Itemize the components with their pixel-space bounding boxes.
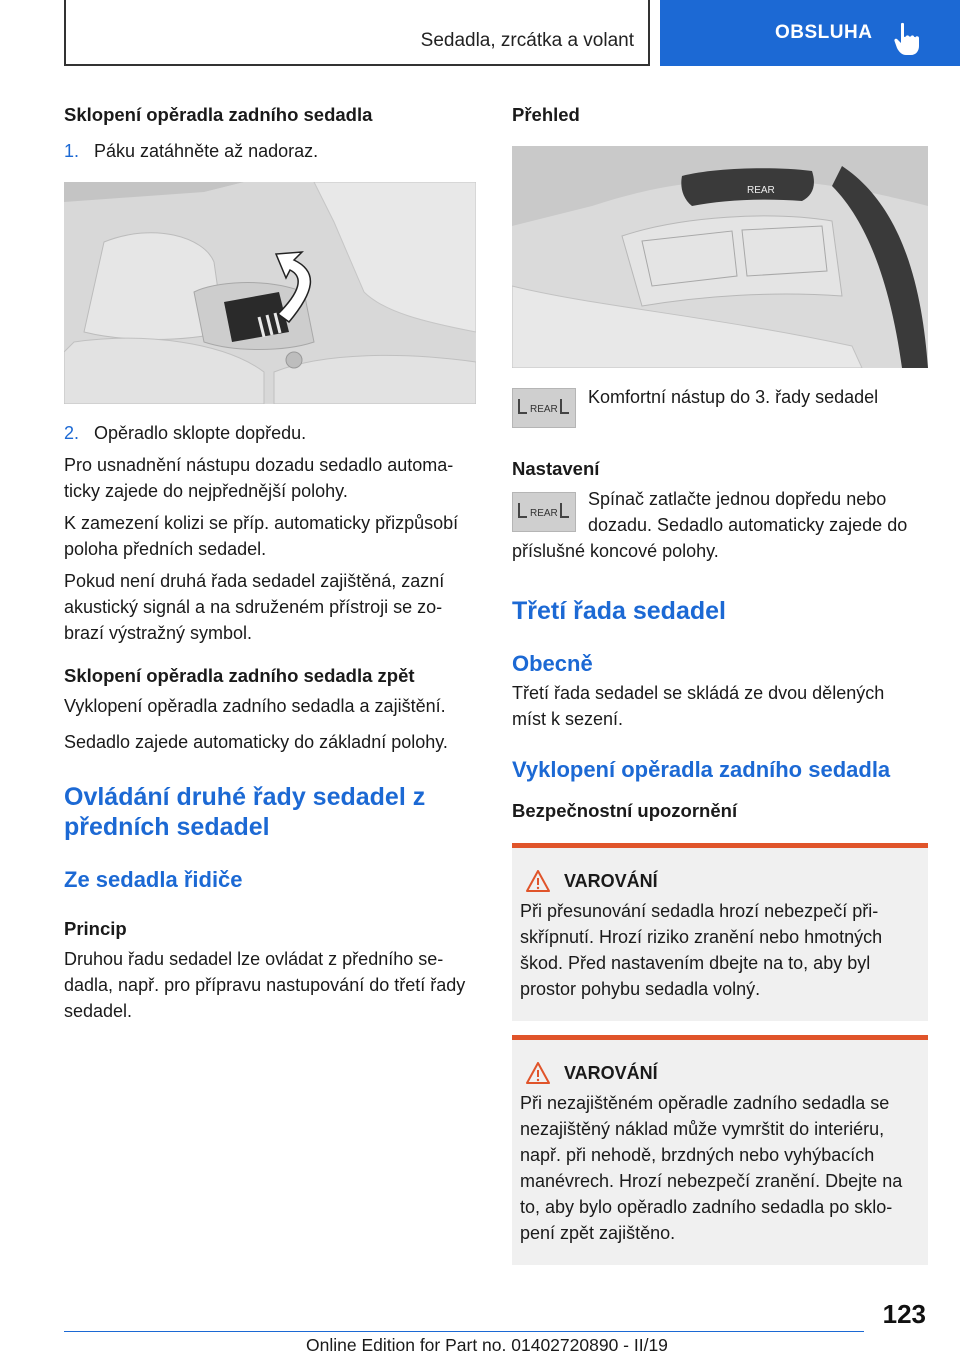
text-line: sedadel. bbox=[64, 1001, 133, 1021]
paragraph-collision bbox=[64, 510, 480, 562]
paragraph-base-position: Sedadlo zajede automaticky do základní polohy. bbox=[64, 732, 448, 752]
text-line: manévrech. Hrozí nebezpečí zranění. Dbejte na bbox=[520, 1171, 903, 1191]
rear-seat-lever-illustration bbox=[64, 182, 476, 404]
svg-text:REAR: REAR bbox=[530, 404, 558, 415]
warning-title bbox=[520, 1060, 920, 1086]
paragraph-principle bbox=[64, 946, 480, 1024]
heading-principle: Princip bbox=[64, 918, 127, 939]
heading-unfold-backrest: Vyklopení opěradla zadního sedadla bbox=[512, 757, 891, 782]
text-line: Při nezajištěném opěradle zadního sedadla se bbox=[520, 1093, 890, 1113]
paragraph-not-locked bbox=[64, 568, 480, 646]
warning-title-text: VAROVÁNÍ bbox=[564, 1063, 658, 1083]
right-column bbox=[512, 102, 928, 1265]
heading-fold-backrest: Sklopení opěradla zadního sedadla bbox=[64, 104, 373, 125]
text-line: to, aby bylo opěradlo zadního sedadla po sklo- bbox=[520, 1197, 893, 1217]
text-line: příslušné koncové polohy. bbox=[512, 541, 719, 561]
warning-triangle-icon bbox=[526, 870, 550, 892]
heading-general: Obecně bbox=[512, 651, 593, 676]
heading-line: Ovládání druhé řady sedadel z bbox=[64, 783, 426, 811]
text-line: nezajištěný náklad může vymrštit do interiéru, bbox=[520, 1119, 885, 1139]
text-line: K zamezení kolizi se příp. automaticky přizpůsobí bbox=[64, 513, 459, 533]
text-line: např. při nehodě, brzdných nebo vyhýbacích bbox=[520, 1145, 875, 1165]
header-chapter-label: OBSLUHA bbox=[775, 22, 873, 43]
step-1-number: 1. bbox=[64, 141, 80, 161]
warning-box-cargo bbox=[512, 1035, 928, 1265]
header-section-title: Sedadla, zrcátka a volant bbox=[420, 30, 634, 51]
comfort-entry-row bbox=[512, 384, 928, 464]
header-section-box bbox=[64, 0, 650, 66]
settings-block bbox=[512, 486, 928, 564]
door-panel-switch-photo bbox=[512, 146, 928, 368]
text-line: pení zpět zajištěno. bbox=[520, 1223, 676, 1243]
text-line: Třetí řada sedadel se skládá ze dvou dělených bbox=[512, 683, 885, 703]
comfort-entry-text: Komfortní nástup do 3. řady sedadel bbox=[588, 387, 879, 407]
door-panel-switch-illustration bbox=[512, 146, 928, 368]
heading-settings: Nastavení bbox=[512, 458, 600, 479]
warning-box-pinch bbox=[512, 843, 928, 1021]
step-1 bbox=[64, 138, 480, 164]
paragraph-general bbox=[512, 680, 928, 732]
text-line: ticky zajede do nejpřednější polohy. bbox=[64, 481, 348, 501]
text-line: Spínač zatlačte jednou dopředu nebo bbox=[588, 489, 887, 509]
footer-edition: Online Edition for Part no. 01402720890 - II/19 bbox=[306, 1335, 668, 1355]
text-line: Pokud není druhá řada sedadel zajištěná, zazní bbox=[64, 571, 445, 591]
text-line: škod. Před nastavením dbejte na to, aby byl bbox=[520, 953, 871, 973]
text-line: míst k sezení. bbox=[512, 709, 624, 729]
svg-text:REAR: REAR bbox=[530, 508, 558, 519]
text-line: poloha předních sedadel. bbox=[64, 539, 267, 559]
hand-pointer-icon bbox=[894, 22, 920, 56]
text-line: prostor pohybu sedadla volný. bbox=[520, 979, 761, 999]
paragraph-unfold: Vyklopení opěradla zadního sedadla a zajištění. bbox=[64, 696, 446, 716]
step-2 bbox=[64, 420, 480, 446]
text-line: Při přesunování sedadla hrozí nebezpečí při- bbox=[520, 901, 879, 921]
svg-text:REAR: REAR bbox=[747, 185, 775, 196]
step-1-text: Páku zatáhněte až nadoraz. bbox=[94, 141, 319, 161]
step-2-number: 2. bbox=[64, 423, 80, 443]
text-line: Pro usnadnění nástupu dozadu sedadlo automa- bbox=[64, 455, 454, 475]
page-number: 123 bbox=[882, 1299, 926, 1329]
text-line: Druhou řadu sedadel lze ovládat z předního se- bbox=[64, 949, 444, 969]
warning-title bbox=[520, 868, 920, 894]
left-column bbox=[64, 102, 480, 1024]
heading-overview: Přehled bbox=[512, 104, 580, 125]
text-line: dadla, např. pro přípravu nastupování do třetí řady bbox=[64, 975, 466, 995]
text-line: dozadu. Sedadlo automaticky zajede do bbox=[588, 515, 908, 535]
heading-third-row: Třetí řada sedadel bbox=[512, 597, 726, 625]
warning-title-text: VAROVÁNÍ bbox=[564, 871, 658, 891]
rear-seat-lever-photo bbox=[64, 182, 476, 404]
text-line: brazí výstražný symbol. bbox=[64, 623, 253, 643]
heading-driver-seat: Ze sedadla řidiče bbox=[64, 867, 243, 892]
paragraph-auto-move bbox=[64, 452, 480, 504]
text-line: skřípnutí. Hrozí riziko zranění nebo hmotných bbox=[520, 927, 883, 947]
warning-triangle-icon bbox=[526, 1062, 550, 1084]
heading-fold-back: Sklopení opěradla zadního sedadla zpět bbox=[64, 665, 415, 686]
text-line: akustický signál a na sdruženém přístroji se zo- bbox=[64, 597, 443, 617]
rear-switch-icon bbox=[512, 492, 576, 532]
footer-divider bbox=[64, 1331, 864, 1332]
step-2-text: Opěradlo sklopte dopředu. bbox=[94, 423, 307, 443]
rear-switch-icon bbox=[512, 388, 576, 428]
heading-second-row-control bbox=[64, 782, 480, 842]
heading-line: předních sedadel bbox=[64, 813, 270, 841]
heading-safety-notes: Bezpečnostní upozornění bbox=[512, 800, 738, 821]
